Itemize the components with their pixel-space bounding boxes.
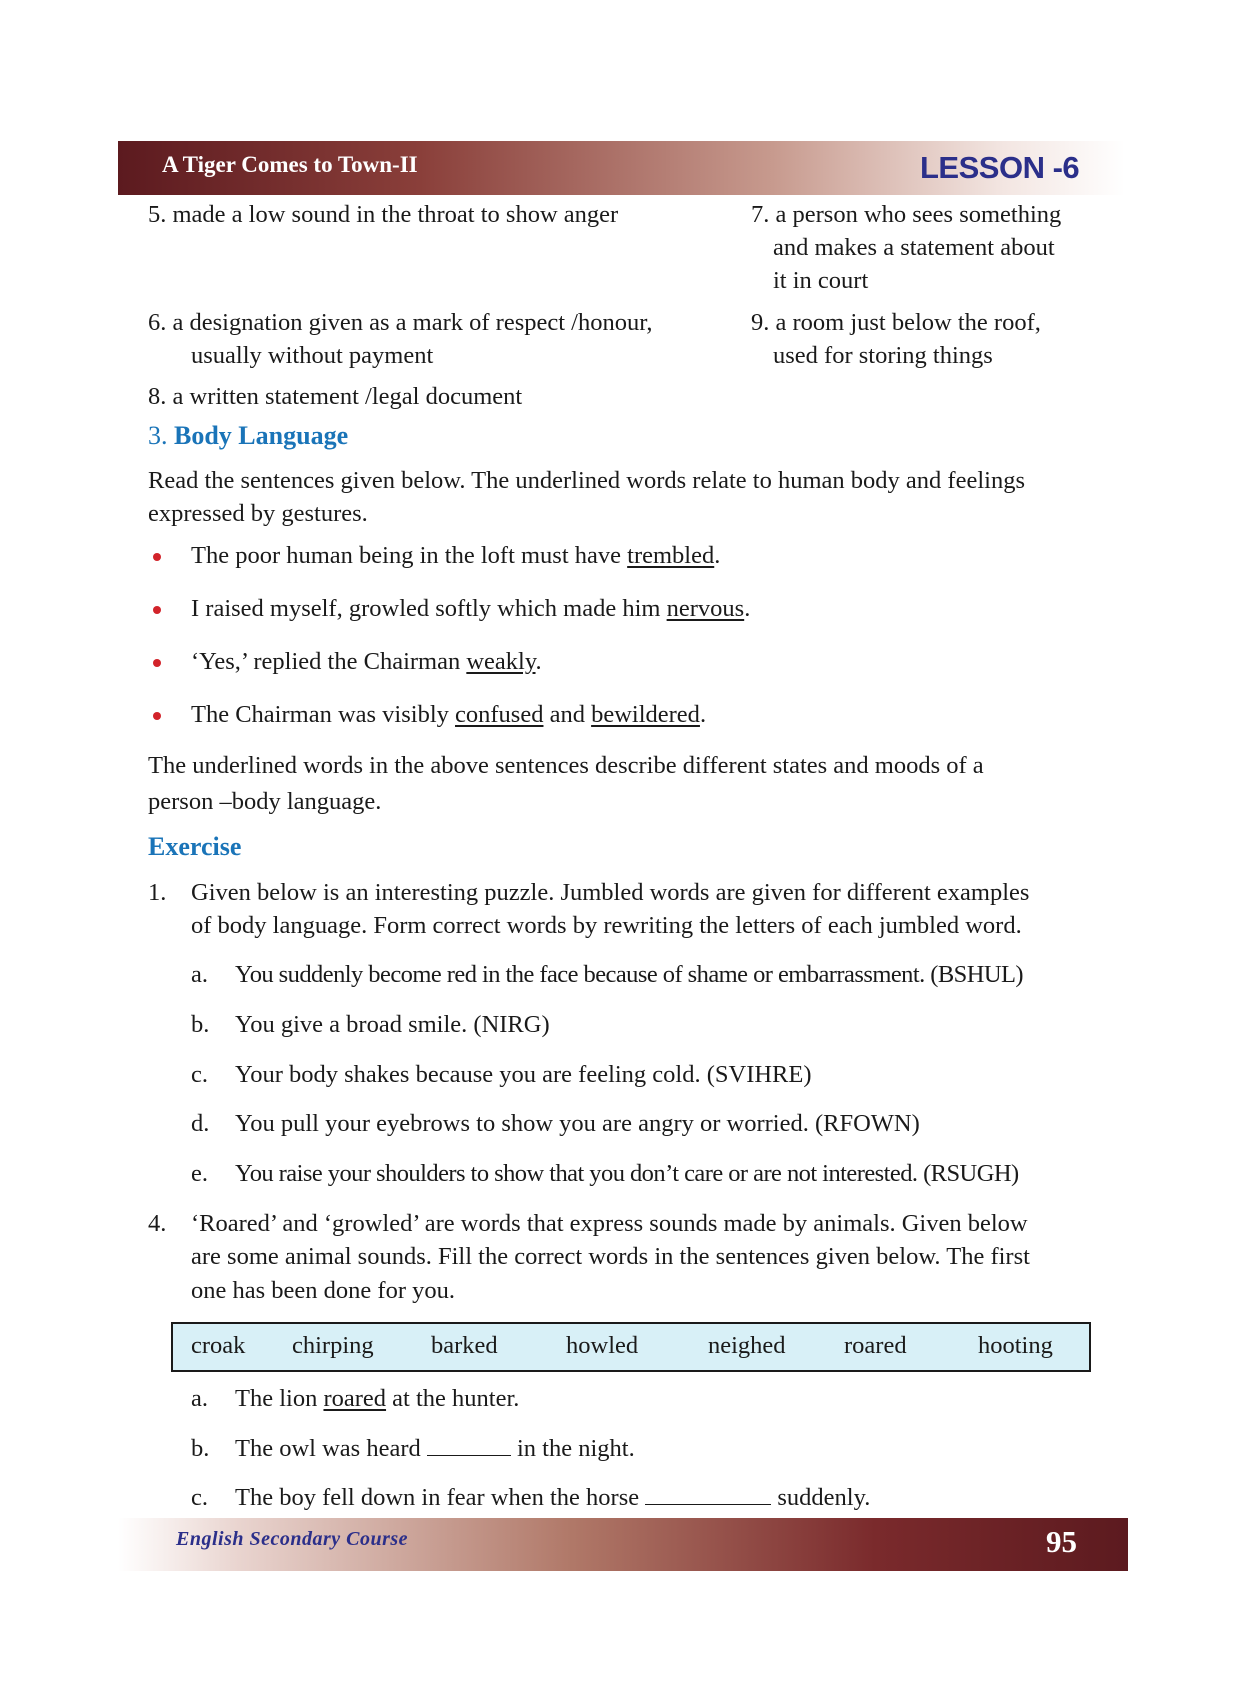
bullet-item xyxy=(191,645,542,679)
fill-sentence xyxy=(235,1432,635,1466)
bullet-item xyxy=(191,539,720,573)
section-number: 3. xyxy=(148,421,168,450)
bullet-dot xyxy=(153,553,161,561)
lesson-label: LESSON -6 xyxy=(920,150,1080,185)
bullet-text: I raised myself, growled softly which made him xyxy=(191,595,667,622)
course-name: English Secondary Course xyxy=(176,1528,409,1550)
bullet-dot xyxy=(153,659,161,667)
item-letter: c. xyxy=(191,1484,208,1511)
summary-line2: person –body language. xyxy=(148,788,382,815)
bullet-text: . xyxy=(714,542,721,569)
word-box-item: roared xyxy=(844,1332,907,1359)
puzzle-item: You raise your shoulders to show that you don’t care or are not interested. (RSUGH) xyxy=(235,1160,1019,1187)
answer-blank[interactable] xyxy=(427,1433,511,1456)
bullet-text: . xyxy=(744,595,751,622)
bullet-item xyxy=(191,592,750,626)
definition-5: 5. made a low sound in the throat to show anger xyxy=(148,201,619,228)
underlined-word: trembled xyxy=(627,542,715,569)
question-1-line1: Given below is an interesting puzzle. Jumbled words are given for different examples xyxy=(191,879,1030,906)
question-number: 4. xyxy=(148,1210,167,1237)
underlined-word: confused xyxy=(455,701,544,728)
sentence-text: The boy fell down in fear when the horse xyxy=(235,1484,646,1511)
sentence-text: at the hunter. xyxy=(386,1385,520,1412)
puzzle-item: You pull your eyebrows to show you are angry or worried. (RFOWN) xyxy=(235,1110,920,1137)
exercise-heading: Exercise xyxy=(148,832,242,861)
section-title: Body Language xyxy=(174,421,349,450)
definition-8: 8. a written statement /legal document xyxy=(148,383,523,410)
item-letter: d. xyxy=(191,1110,210,1137)
bullet-text: The poor human being in the loft must have xyxy=(191,542,628,569)
definition-6-line2: usually without payment xyxy=(191,342,434,369)
definition-7-line2: and makes a statement about xyxy=(773,234,1055,261)
answer-blank[interactable] xyxy=(645,1482,771,1505)
definition-9-line1: 9. a room just below the roof, xyxy=(751,309,1041,336)
bullet-text: . xyxy=(699,701,707,728)
sentence-text: The lion xyxy=(235,1385,324,1412)
word-box-item: barked xyxy=(431,1332,498,1359)
question-4-line3: one has been done for you. xyxy=(191,1277,455,1304)
bullet-text: ‘Yes,’ replied the Chairman xyxy=(191,648,467,675)
definition-9-line2: used for storing things xyxy=(773,342,993,369)
bullet-text: . xyxy=(535,648,542,675)
word-box-item: chirping xyxy=(292,1332,374,1359)
question-4-line2: are some animal sounds. Fill the correct words in the sentences given below. The first xyxy=(191,1243,1030,1270)
word-box-item: howled xyxy=(566,1332,639,1359)
question-1-line2: of body language. Form correct words by rewriting the letters of each jumbled word. xyxy=(191,912,1022,939)
item-letter: b. xyxy=(191,1011,210,1038)
bullet-text: and xyxy=(543,701,592,728)
item-letter: e. xyxy=(191,1160,208,1187)
intro-line1: Read the sentences given below. The underlined words relate to human body and feelings xyxy=(148,467,1025,494)
word-box-item: croak xyxy=(191,1332,246,1359)
bullet-text: The Chairman was visibly xyxy=(191,701,456,728)
definition-6-line1: 6. a designation given as a mark of respect /honour, xyxy=(148,309,653,336)
intro-line2: expressed by gestures. xyxy=(148,500,368,527)
question-number: 1. xyxy=(148,879,167,906)
item-letter: a. xyxy=(191,1385,208,1412)
item-letter: a. xyxy=(191,961,208,988)
word-box-item: neighed xyxy=(708,1332,786,1359)
summary-line1: The underlined words in the above sentences describe different states and moods of a xyxy=(148,752,984,779)
section-heading xyxy=(148,419,348,453)
chapter-title: A Tiger Comes to Town-II xyxy=(162,152,418,177)
item-letter: c. xyxy=(191,1061,208,1088)
underlined-word: weakly xyxy=(466,648,536,675)
question-4-line1: ‘Roared’ and ‘growled’ are words that express sounds made by animals. Given below xyxy=(191,1210,1028,1237)
sentence-text: The owl was heard xyxy=(235,1435,427,1462)
sentence-text: in the night. xyxy=(510,1435,635,1462)
sentence-text: suddenly. xyxy=(771,1484,871,1511)
word-box-item: hooting xyxy=(978,1332,1053,1359)
bullet-dot xyxy=(153,712,161,720)
underlined-word: nervous xyxy=(666,595,745,622)
definition-7-line3: it in court xyxy=(773,267,869,294)
example-sentence xyxy=(235,1382,519,1416)
bullet-item xyxy=(191,698,706,732)
fill-sentence xyxy=(235,1481,870,1515)
underlined-word: bewildered xyxy=(591,701,700,728)
puzzle-item: Your body shakes because you are feeling cold. (SVIHRE) xyxy=(235,1061,812,1088)
example-answer: roared xyxy=(323,1385,387,1412)
bullet-dot xyxy=(153,606,161,614)
puzzle-item: You give a broad smile. (NIRG) xyxy=(235,1011,550,1038)
page-number: 95 xyxy=(1046,1524,1077,1559)
puzzle-item: You suddenly become red in the face because of shame or embarrassment. (BSHUL) xyxy=(235,961,1024,988)
definition-7-line1: 7. a person who sees something xyxy=(751,201,1062,228)
item-letter: b. xyxy=(191,1435,210,1462)
